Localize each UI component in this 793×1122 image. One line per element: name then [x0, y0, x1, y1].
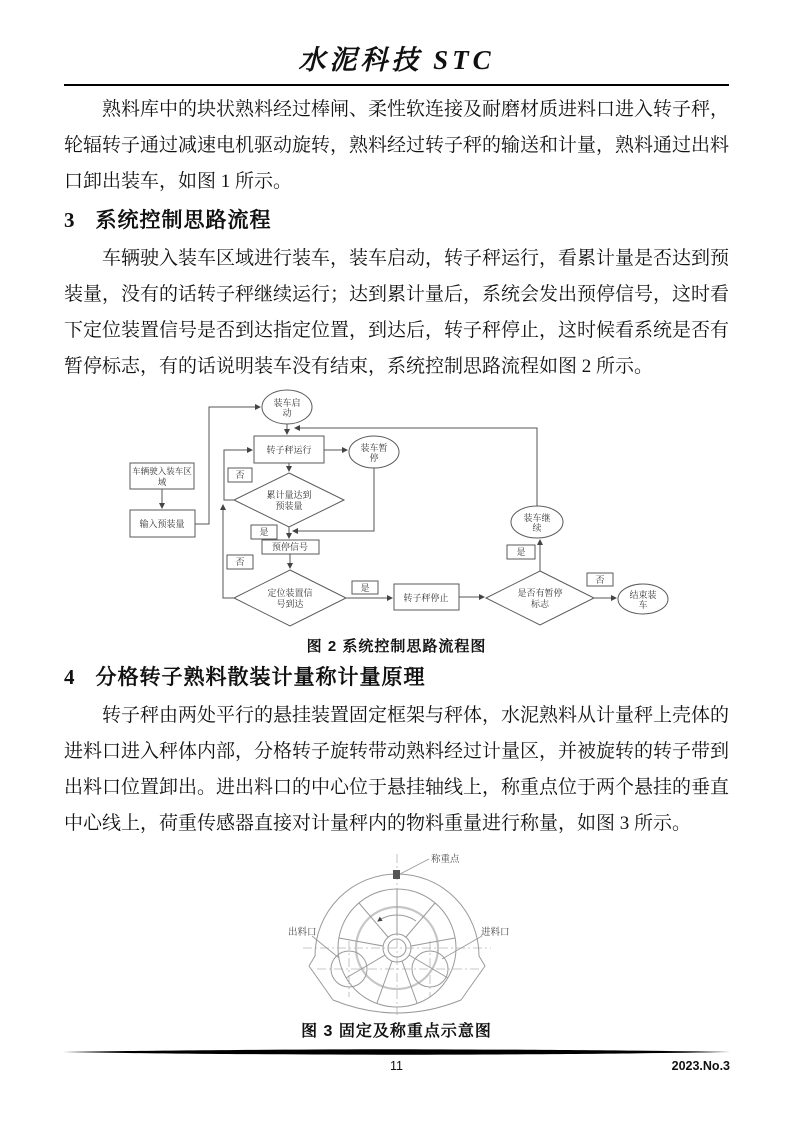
flow-node-label: 停 [368, 453, 379, 463]
flow-node-loading-start [262, 390, 312, 424]
footer-rule [63, 1048, 730, 1056]
flow-decision-pause-flag [486, 571, 594, 625]
flow-node-scale-run [254, 436, 324, 463]
weigh-point-marker [393, 870, 400, 879]
flow-node-label: 是否有暂停 [516, 588, 563, 598]
section-4-heading [64, 663, 729, 692]
figure-3-drawing [284, 846, 510, 1022]
section-title: 系统控制思路流程 [95, 209, 272, 232]
flow-node-vehicle-enter [130, 463, 194, 489]
section-number: 3 [64, 208, 76, 232]
journal-title: 水泥科技 STC [298, 45, 495, 75]
flow-node-label: 转子秤运行 [265, 445, 312, 455]
flow-node-label: 装车启 [272, 398, 301, 408]
flow-branch-yes: 是 [359, 583, 370, 593]
figure-3 [64, 846, 729, 1042]
flow-node-label: 动 [281, 408, 292, 418]
flow-node-label: 装车暂 [359, 443, 388, 453]
flow-node-loading-end [618, 584, 668, 614]
flow-node-label: 预停信号 [271, 542, 308, 552]
flow-branch-no: 否 [594, 575, 605, 585]
flow-node-input-preset [130, 510, 195, 537]
flow-node-label: 标志 [530, 599, 549, 609]
outlet-label: 出料口 [287, 927, 317, 938]
flow-branch-yes: 是 [515, 547, 526, 557]
page-footer [0, 1048, 793, 1077]
flow-node-label: 装车继 [522, 513, 551, 523]
figure-2-flowchart [97, 385, 697, 637]
flow-node-label: 输入预装量 [138, 519, 185, 529]
section-3-paragraph: 车辆驶入装车区域进行装车，装车启动，转子秤运行，看累计量是否达到预装量，没有的话转子秤继续运行；达到累计量后，系统会发出预停信号，这时看下定位装置信号是否到达指定位置，到达后，转子秤停止，这时候看系统是否有暂停标志，有的话说明装车没有结束，系统控制思路流程如图 2 所示。 [64, 248, 730, 377]
flow-branch-no: 否 [234, 470, 245, 480]
flow-decision-position-signal [234, 570, 346, 626]
flow-node-label: 累计量达到 [265, 490, 312, 500]
issue-label: 2023.No.3 [671, 1059, 730, 1073]
section-title: 分格转子熟料散装计量称计量原理 [95, 666, 426, 689]
flow-branch-no: 否 [234, 557, 245, 567]
flow-node-label: 转子秤停止 [402, 593, 449, 603]
header-rule [64, 84, 729, 86]
rotor-scale-drawing [288, 853, 510, 1015]
flow-node-scale-stop [394, 584, 459, 610]
page-number: 11 [390, 1059, 403, 1073]
flow-node-label: 车辆驶入装车区 [131, 466, 192, 476]
intro-paragraph: 熟料库中的块状熟料经过棒闸、柔性软连接及耐磨材质进料口进入转子秤，轮辐转子通过减速电机驱动旋转，熟料经过转子秤的输送和计量，熟料通过出料口卸出装车，如图 1 所示。 [64, 99, 730, 192]
flow-node-label: 定位装置信 [266, 588, 313, 598]
flow-node-prestop-signal [262, 540, 319, 554]
figure-2-caption: 图 2 系统控制思路流程图 [306, 638, 487, 655]
section-3-heading [64, 206, 729, 235]
flow-node-label: 结束装 [628, 590, 657, 600]
flow-node-loading-continue [511, 506, 563, 538]
footer-row [0, 1059, 793, 1077]
flow-node-loading-pause [349, 436, 399, 468]
weigh-point-label: 称重点 [430, 854, 460, 865]
flow-node-label: 号到达 [275, 599, 304, 609]
flow-branch-yes: 是 [258, 527, 269, 537]
section-number: 4 [64, 665, 76, 689]
flow-node-label: 续 [531, 523, 542, 533]
flow-node-label: 车 [637, 600, 648, 610]
flow-node-label: 域 [157, 477, 166, 487]
flow-node-label: 预装量 [274, 501, 303, 511]
inlet-label: 进料口 [480, 927, 510, 938]
figure-3-caption: 图 3 固定及称重点示意图 [301, 1023, 492, 1040]
figure-2 [64, 385, 729, 657]
section-4-paragraph: 转子秤由两处平行的悬挂装置固定框架与秤体，水泥熟料从计量秤上壳体的进料口进入秤体内部，分格转子旋转带动熟料经过计量区，并被旋转的转子带到出料口位置卸出。进出料口的中心位于悬挂轴线上，称重点位于两个悬挂的垂直中心线上，荷重传感器直接对计量秤内的物料重量进行称量，如图 3 所示。 [64, 705, 730, 834]
